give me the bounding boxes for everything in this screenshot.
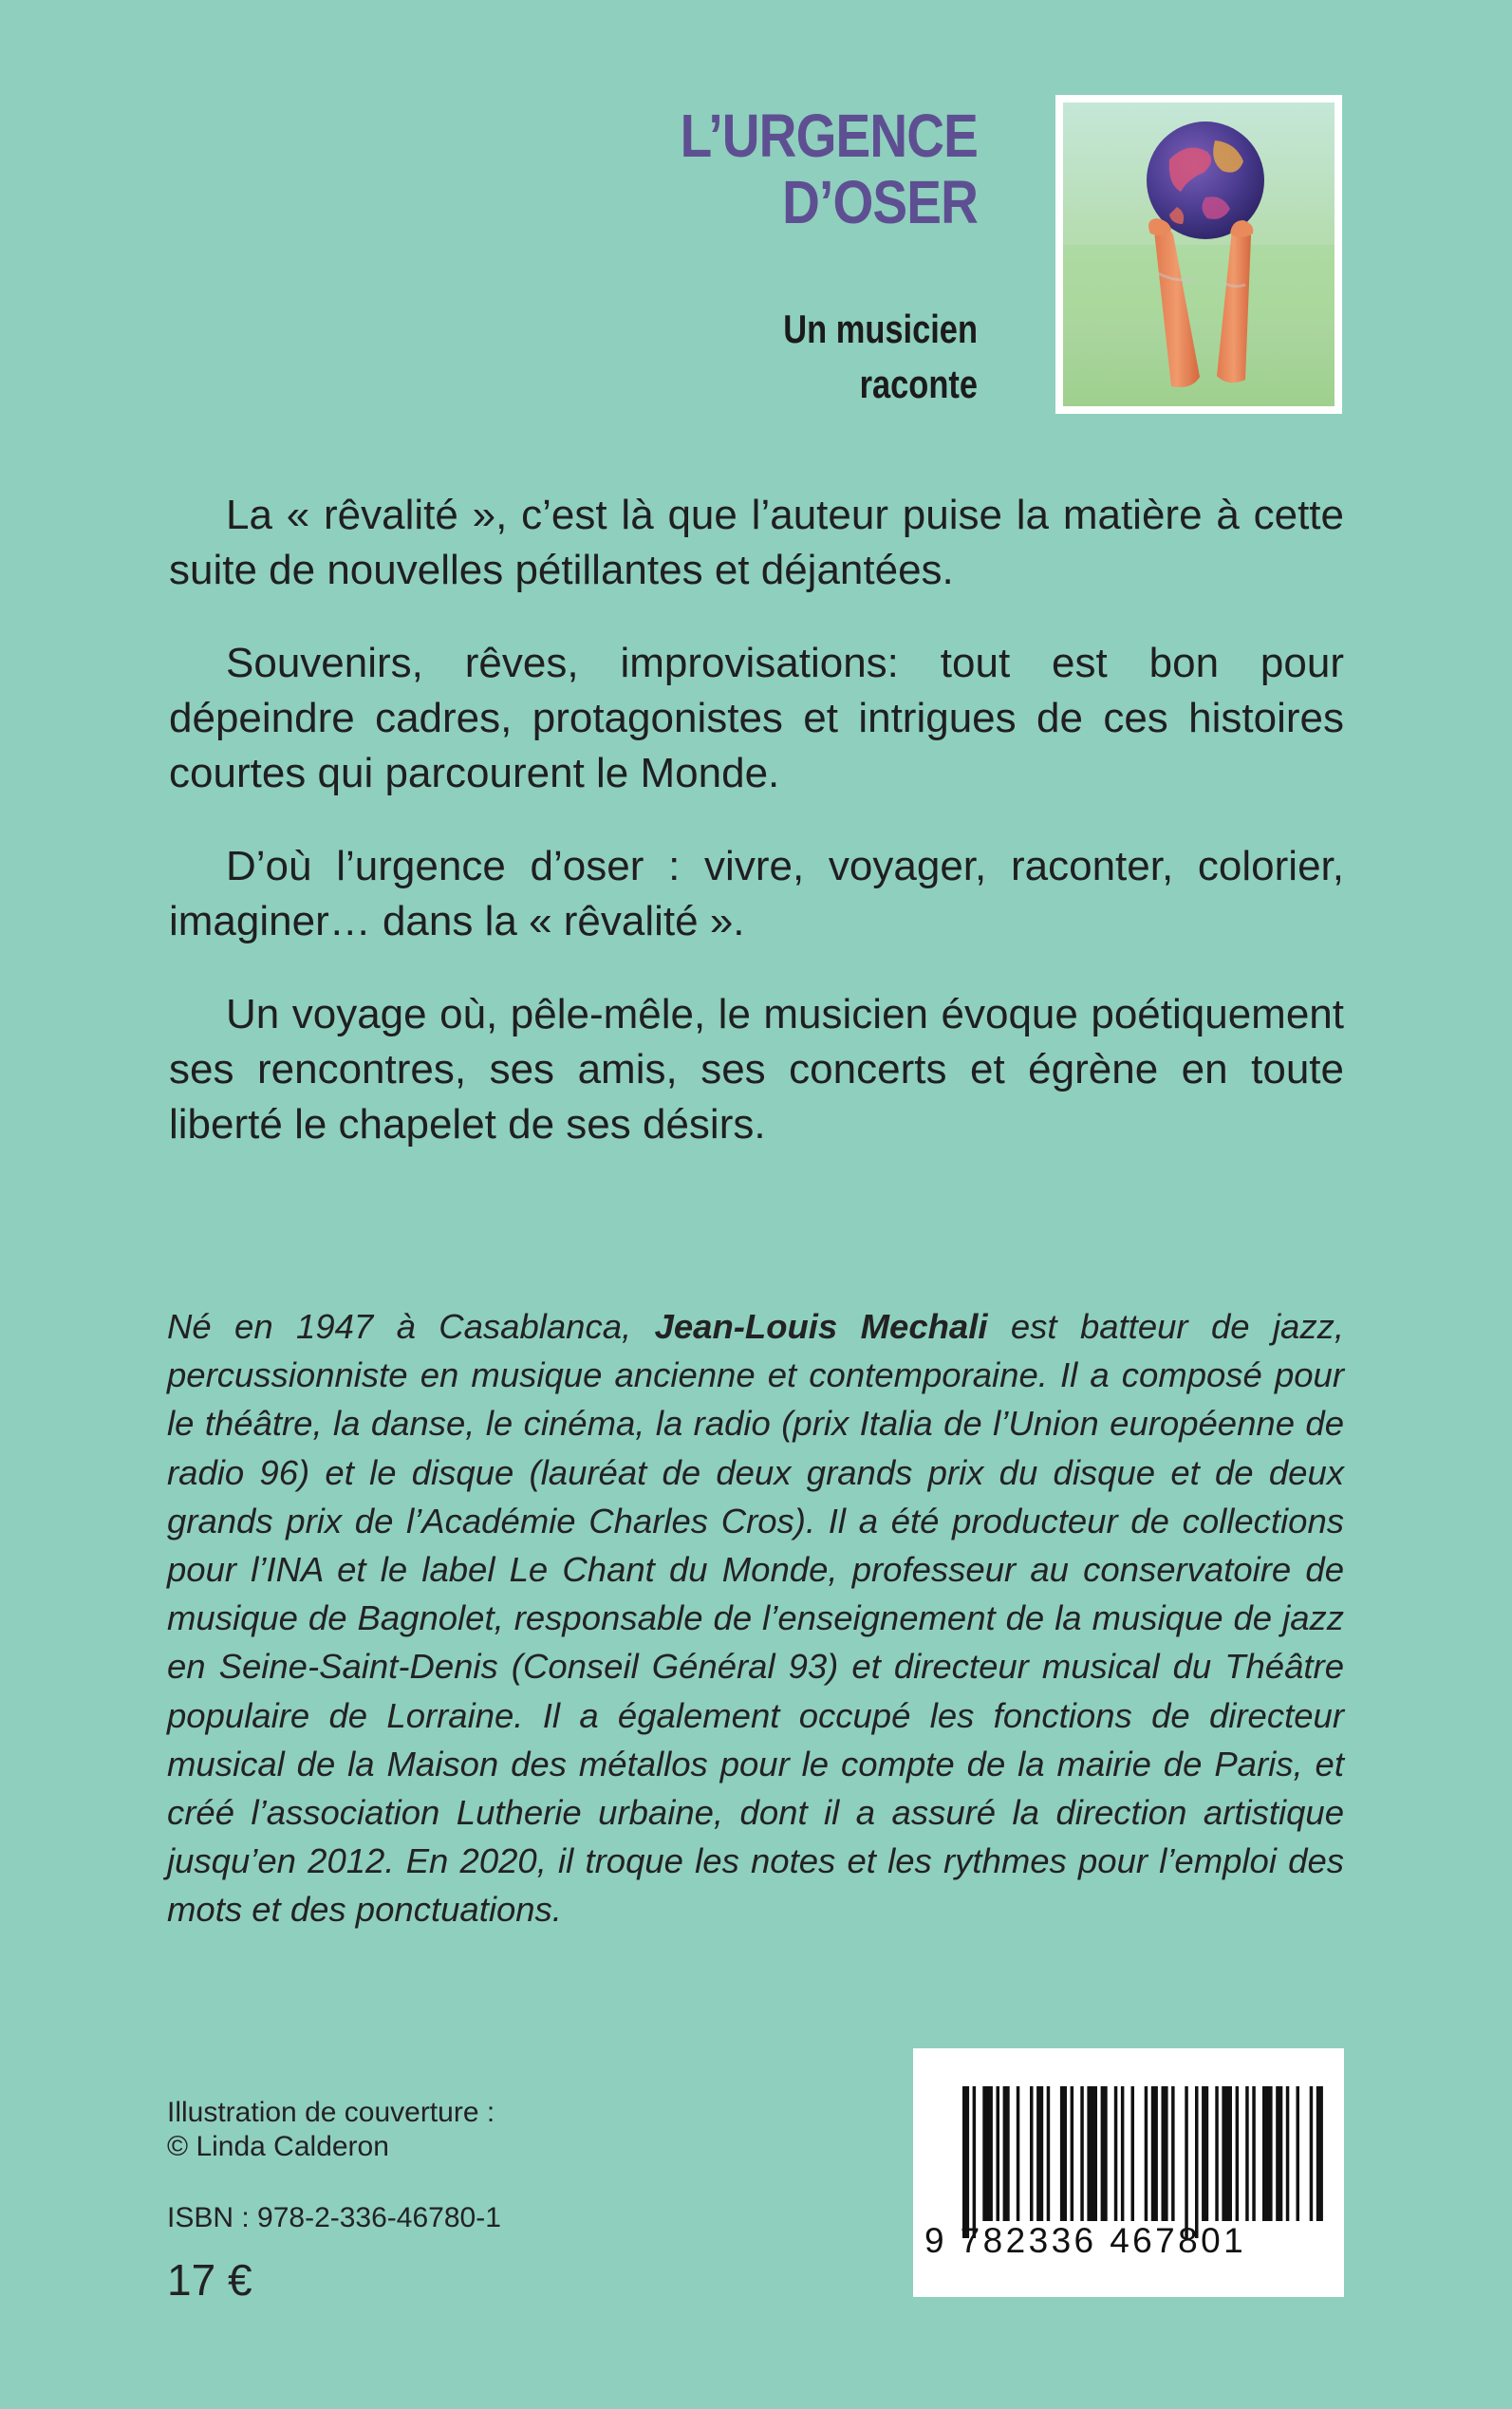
subtitle-line-1: Un musicien: [783, 307, 978, 351]
title-line-1: L’URGENCE: [680, 102, 978, 170]
barcode-bar: [1121, 2086, 1125, 2221]
illustration-label: Illustration de couverture :: [167, 2097, 495, 2128]
barcode-bar: [982, 2086, 993, 2221]
barcode-bar: [1162, 2086, 1168, 2221]
barcode-digits: 9 782336 467801: [924, 2221, 1247, 2260]
barcode-bar: [1297, 2086, 1300, 2221]
barcode-bar: [1087, 2086, 1097, 2221]
blurb-paragraph-4: Un voyage où, pêle-mêle, le musicien évoque poétiquement ses rencontres, ses amis, ses concerts et égrène en toute liberté le chapelet de ses désirs.: [169, 991, 1344, 1148]
subtitle-line-2: raconte: [859, 362, 978, 406]
barcode-bar: [962, 2086, 969, 2238]
book-subtitle: [569, 302, 978, 412]
isbn: ISBN : 978-2-336-46780-1: [167, 2202, 501, 2233]
back-cover-blurb: [169, 488, 1344, 1190]
barcode-bar: [1131, 2086, 1135, 2221]
bio-text: est batteur de jazz, percussionniste en musique ancienne et contemporaine. Il a composé pour le théâtre, la danse, le cinéma, la radio (prix Italia de l’Union européenne de radio 96) et le disque (lauréat de deux grands prix du disque et de deux grands prix de l’Académie Charles Cros). Il a été producteur de collections pour l’INA et le label Le Chant du Monde, professeur au conservatoire de musique de Bagnolet, responsable de l’enseignement de la musique de jazz en Seine-Saint-Denis (Conseil Général 93) et directeur musical du Théâtre populaire de Lorraine. Il a également occupé les fonctions de directeur musical de la Maison des métallos pour le compte de la mairie de Paris, et créé l’association Lutherie urbaine, dont il a assuré la direction artistique jusqu’en 2012. En 2020, il troque les notes et les rythmes pour l’emploi des mots et des ponctuations.: [167, 1307, 1344, 1930]
barcode-bar: [1071, 2086, 1074, 2221]
price: 17 €: [167, 2255, 252, 2305]
cover-illustration: [1055, 95, 1342, 414]
barcode-bar: [1245, 2086, 1249, 2221]
blurb-paragraph-1: La « rêvalité », c’est là que l’auteur puise la matière à cette suite de nouvelles pétillantes et déjantées.: [169, 492, 1344, 593]
barcode-bar: [1151, 2086, 1158, 2221]
barcode-bar: [1101, 2086, 1108, 2221]
illustration-credits: [167, 2096, 495, 2164]
barcode-bar: [1003, 2086, 1010, 2221]
barcode: [913, 2048, 1344, 2297]
globe-held-by-feet-illustration: [1063, 103, 1335, 406]
barcode-bar: [1215, 2086, 1219, 2221]
barcode-bar: [1017, 2086, 1020, 2221]
barcode-bar: [1286, 2086, 1290, 2221]
title-line-2: D’OSER: [782, 168, 978, 236]
barcode-bar: [1114, 2086, 1118, 2221]
barcode-bar: [1310, 2086, 1314, 2221]
barcode-bar: [1252, 2086, 1256, 2221]
barcode-bar: [1080, 2086, 1084, 2221]
author-biography: [167, 1302, 1344, 1934]
barcode-bar: [1195, 2086, 1199, 2238]
barcode-bar: [1316, 2086, 1323, 2221]
barcode-bar: [1060, 2086, 1067, 2221]
barcode-bar: [1222, 2086, 1232, 2221]
blurb-paragraph-3: D’où l’urgence d’oser : vivre, voyager, raconter, colorier, imaginer… dans la « rêvalité ».: [169, 843, 1344, 944]
blurb-paragraph-2: Souvenirs, rêves, improvisations: tout est bon pour dépeindre cadres, protagonistes et intrigues de ces histoires courtes qui parcourent le Monde.: [169, 640, 1344, 796]
barcode-bar: [1262, 2086, 1273, 2221]
barcode-bar: [1276, 2086, 1282, 2221]
bio-intro: Né en 1947 à Casablanca,: [167, 1307, 655, 1346]
barcode-bar: [1236, 2086, 1240, 2221]
barcode-bar: [1047, 2086, 1051, 2221]
barcode-bar: [1036, 2086, 1043, 2221]
barcode-bar: [1030, 2086, 1034, 2221]
author-name: Jean-Louis Mechali: [654, 1307, 988, 1346]
barcode-bar: [1171, 2086, 1175, 2221]
barcode-bar: [1202, 2086, 1208, 2221]
book-title: [532, 103, 978, 235]
barcode-bar: [1185, 2086, 1188, 2238]
barcode-bar: [997, 2086, 1000, 2221]
barcode-bar: [1145, 2086, 1148, 2221]
barcode-bar: [973, 2086, 977, 2238]
illustration-credit: © Linda Calderon: [167, 2131, 389, 2162]
